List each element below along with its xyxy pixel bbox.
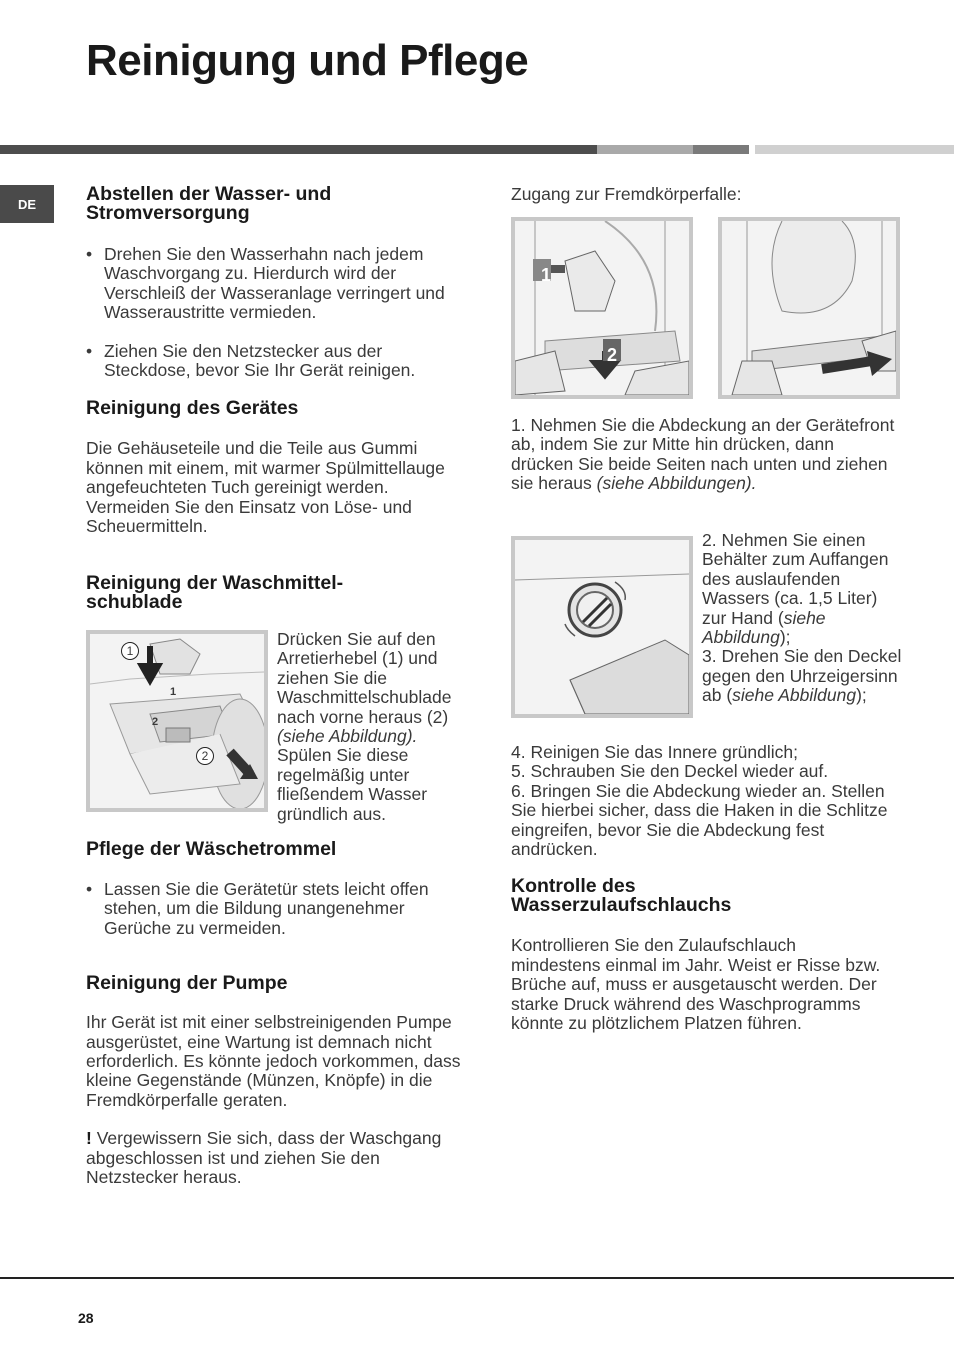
drawer-text-reference: (siehe Abbildung). [277, 726, 418, 747]
header-bar-dark-2 [693, 145, 749, 154]
page-title: Reinigung und Pflege [86, 36, 529, 85]
circle-label-1: 1 [121, 642, 139, 660]
drawer-text-main: Drücken Sie auf den Arretierhebel (1) und ziehen Sie die Waschmittelschublade nach vorne heraus (2) [277, 629, 452, 727]
list-item: • Ziehen Sie den Netzstecker aus der Steckdose, bevor Sie Ihr Gerät reinigen. [86, 342, 464, 381]
heading-hose-check: Kontrolle des Wasserzulaufschlauchs [511, 875, 732, 917]
step2-text [702, 531, 902, 647]
drawer-text-block [277, 630, 472, 824]
left-column-lower [86, 840, 478, 1187]
pump-warning [86, 1129, 476, 1187]
left-column [86, 185, 478, 612]
circle-label-2: 2 [196, 747, 214, 765]
step1-main: 1. Nehmen Sie die Abdeckung an der Gerätefront ab, indem Sie zur Mitte hin drücken, dann drücken Sie beide Seiten nach unten und ziehen sie heraus [511, 415, 895, 494]
step-label-1: 1 [541, 265, 552, 285]
header-bar-dark [0, 145, 597, 154]
drawer-label-1: 1 [170, 686, 177, 698]
device-cleaning-text: Die Gehäuseteile und die Teile aus Gummi können mit einem, mit warmer Spülmittellauge angefeuchteten Tuch gereinigt werden. Vermeiden Sie den Einsatz von Löse- und Scheuermitteln. [86, 438, 445, 537]
step4-text: 4. Reinigen Sie das Innere gründlich; [511, 742, 798, 762]
list-item: • Lassen Sie die Gerätetür stets leicht offen stehen, um die Bildung unangenehmer Gerüche zu vermeiden. [86, 880, 464, 938]
warning-mark: ! [86, 1128, 92, 1149]
heading-drum-care: Pflege der Wäschetrommel [86, 838, 337, 860]
filter-cap-illustration [511, 536, 693, 718]
water-power-list [86, 245, 478, 380]
front-cover-pulled-illustration [718, 217, 900, 399]
hose-check-text: Kontrollieren Sie den Zulaufschlauch mindestens einmal im Jahr. Weist er Risse bzw. Brüche auf, muss er ausgetauscht werden. Der starke Druck während des Waschprogramms könnte zu plötzlichem Platzen führen. [511, 935, 881, 1034]
drawer-text [277, 630, 472, 824]
step3-end: ); [856, 685, 867, 706]
heading-drawer-cleaning: Reinigung der Waschmittel-schublade [86, 572, 344, 614]
step2-3-block [702, 531, 902, 706]
step3-text [702, 647, 902, 705]
step2-main: 2. Nehmen Sie einen Behälter zum Auffangen des auslaufenden Wassers (ca. 1,5 Liter) zur Hand ( [702, 530, 889, 628]
step3-reference: siehe Abbildung [732, 685, 857, 706]
footer-rule [0, 1277, 954, 1279]
step1-block [511, 416, 901, 494]
header-bar-mid [597, 145, 693, 154]
step3-main: 3. Drehen Sie den Deckel gegen den Uhrzeigersinn ab ( [702, 646, 902, 706]
page-number: 28 [78, 1310, 94, 1326]
step1-text [511, 416, 901, 494]
heading-pump-cleaning: Reinigung der Pumpe [86, 972, 288, 995]
step2-reference: siehe Abbildung [702, 607, 826, 648]
step2-end: ); [779, 627, 791, 648]
drawer-label-2: 2 [152, 716, 159, 728]
step-label-2: 2 [607, 345, 618, 365]
drawer-text-end: Spülen Sie diese regelmäßig unter fließendem Wasser gründlich aus. [277, 745, 428, 824]
header-bar-light [755, 145, 954, 154]
drum-care-list [86, 880, 478, 938]
drawer-illustration [86, 630, 268, 812]
heading-device-cleaning: Reinigung des Gerätes [86, 397, 299, 420]
pump-cleaning-text: Ihr Gerät ist mit einer selbstreinigenden Pumpe ausgerüstet, eine Wartung ist demnach nicht erforderlich. Es könnte jedoch vorkommen, dass kleine Gegenstände (Münzen, Knöpfe) in die Fremdkörperfalle geraten. [86, 1012, 461, 1110]
heading-water-power: Abstellen der Wasser- und Stromversorgung [86, 183, 332, 224]
access-intro: Zugang zur Fremdkörperfalle: [511, 184, 742, 204]
step5-text: 5. Schrauben Sie den Deckel wieder auf. [511, 761, 829, 782]
language-tab: DE [0, 185, 54, 223]
steps-rest-block [511, 743, 903, 1033]
list-item: • Drehen Sie den Wasserhahn nach jedem Waschvorgang zu. Hierdurch wird der Verschleiß der Wasseranlage verringert und Wasseraustritte vermieden. [86, 245, 464, 323]
warning-text: Vergewissern Sie sich, dass der Waschgang abgeschlossen ist und ziehen Sie den Netzstecker heraus. [86, 1128, 442, 1188]
step1-reference: (siehe Abbildungen). [596, 473, 757, 494]
front-cover-removal-illustration [511, 217, 693, 399]
step6-text: 6. Bringen Sie die Abdeckung wieder an. Stellen Sie hierbei sicher, dass die Haken in die Schlitze eingreifen, bevor Sie die Abdeckung fest andrücken. [511, 780, 888, 860]
